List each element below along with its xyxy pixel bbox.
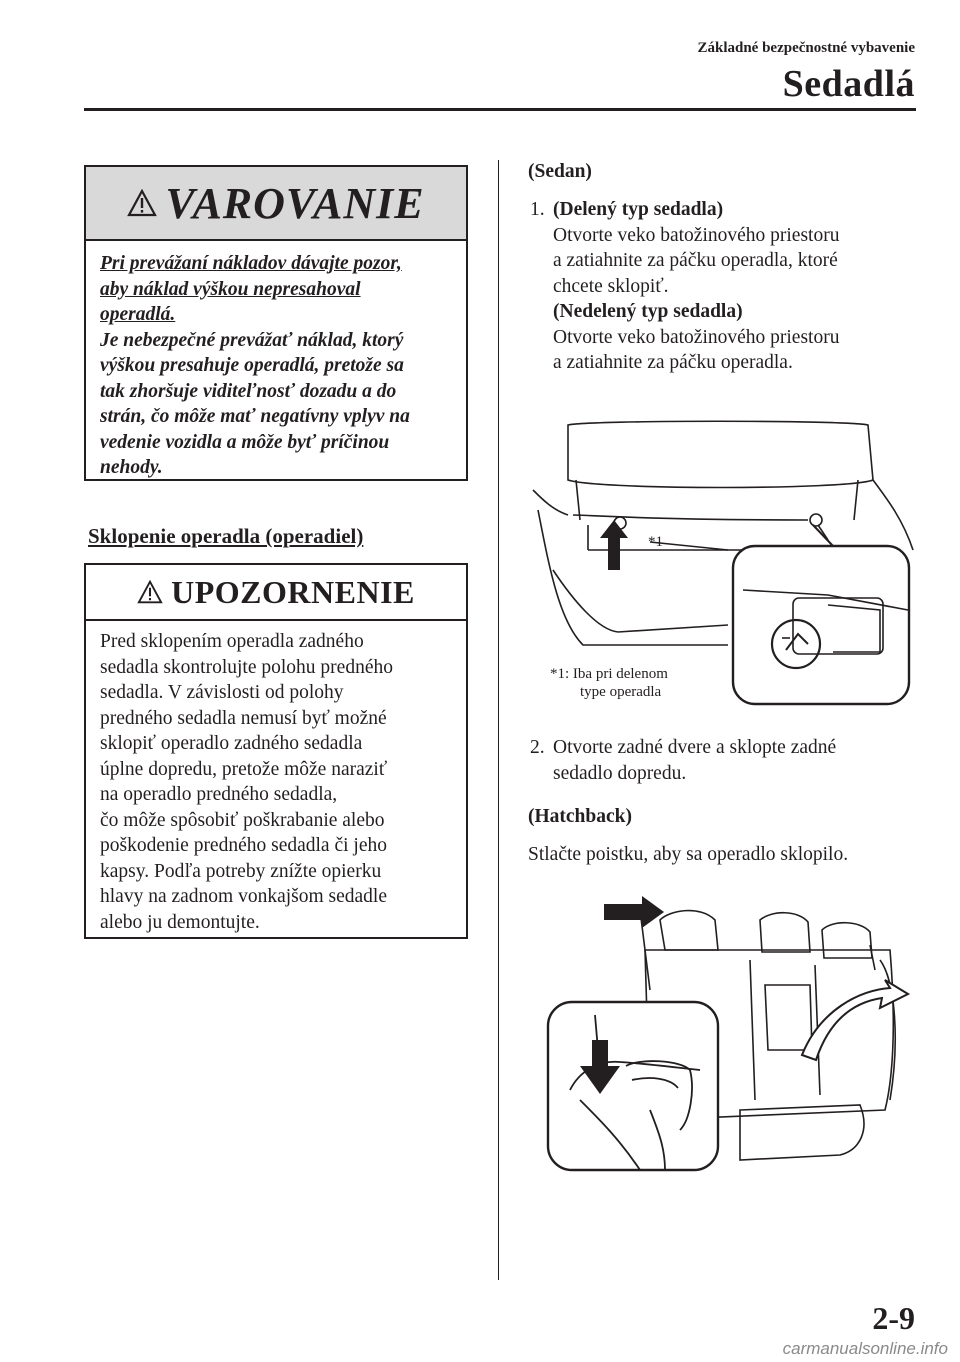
warning-text	[86, 241, 466, 481]
warning-header	[86, 167, 466, 241]
step1-line: a zatiahnite za páčku operadla.	[553, 352, 793, 373]
warning-line: operadlá.	[100, 304, 176, 325]
subheading: Sklopenie operadla (operadiel)	[88, 524, 364, 548]
chapter-title: Sedadlá	[782, 63, 915, 105]
hatchback-heading: (Hatchback)	[528, 806, 632, 827]
warning-line: nehody.	[100, 457, 163, 478]
step2-number: 2.	[530, 737, 545, 758]
caution-line: čo môže spôsobiť poškrabanie alebo	[100, 809, 385, 831]
caution-line: sedadla skontrolujte polohu predného	[100, 656, 393, 678]
caution-line: sklopiť operadlo zadného sedadla	[100, 733, 363, 754]
step1-line: Otvorte veko batožinového priestoru	[553, 224, 840, 246]
header-rule	[84, 108, 916, 111]
warning-line: Pri prevážaní nákladov dávajte pozor,	[100, 253, 402, 274]
warning-icon	[127, 189, 157, 217]
caution-line: úplne dopredu, pretože môže naraziť	[100, 758, 388, 780]
warning-title: VAROVANIE	[165, 178, 425, 228]
lock-arrow-icon	[604, 896, 664, 928]
trunk-illustration	[528, 420, 916, 716]
caution-line: poškodenie predného sedadla či jeho	[100, 835, 387, 856]
hatchback-text: Stlačte poistku, aby sa operadlo sklopilo.	[528, 844, 849, 865]
step1-line: a zatiahnite za páčku operadla, ktoré	[553, 250, 838, 271]
footer-watermark: carmanualsonline.info	[782, 1339, 948, 1358]
warning-line: výškou presahuje operadlá, pretože sa	[100, 355, 404, 376]
warning-line: vedenie vozidla a môže byť príčinou	[100, 431, 390, 453]
step1-subheading: (Delený typ sedadla)	[553, 199, 724, 220]
caution-title: UPOZORNENIE	[171, 573, 415, 610]
figure-caption-line: *1: Iba pri delenom	[550, 666, 668, 682]
step1-line: Otvorte veko batožinového priestoru	[553, 326, 840, 348]
section-title: Základné bezpečnostné vybavenie	[697, 40, 915, 56]
caution-line: na operadlo predného sedadla,	[100, 784, 338, 805]
caution-header	[86, 565, 466, 621]
page-number: 2-9	[872, 1300, 915, 1336]
seat-illustration	[540, 890, 910, 1180]
warning-line: aby náklad výškou nepresahoval	[100, 278, 361, 300]
warning-line: strán, čo môže mať negatívny vplyv na	[100, 406, 410, 427]
caution-line: predného sedadla nemusí byť možné	[100, 707, 387, 729]
callout-label: *1	[648, 534, 663, 550]
step2-line: sedadlo dopredu.	[553, 762, 687, 784]
step1-number: 1.	[530, 199, 545, 220]
warning-line: tak zhoršuje viditeľnosť dozadu a do	[100, 380, 397, 402]
column-divider	[498, 160, 499, 1280]
caution-box	[84, 563, 468, 939]
caution-line: alebo ju demontujte.	[100, 911, 260, 933]
step1-line: chcete sklopiť.	[553, 275, 669, 297]
warning-box	[84, 165, 468, 481]
sedan-heading: (Sedan)	[528, 161, 592, 182]
caution-line: hlavy na zadnom vonkajšom sedadle	[100, 886, 388, 907]
step2-line: Otvorte zadné dvere a sklopte zadné	[553, 737, 837, 758]
step1-text	[553, 197, 839, 376]
caution-line: kapsy. Podľa potreby znížte opierku	[100, 860, 382, 882]
caution-line: Pred sklopením operadla zadného	[100, 631, 364, 652]
caution-text	[86, 621, 466, 935]
step2-text	[553, 735, 836, 786]
figure-caption-line: type operadla	[580, 684, 662, 700]
warning-line: Je nebezpečné prevážať náklad, ktorý	[100, 329, 404, 351]
caution-line: sedadla. V závislosti od polohy	[100, 682, 344, 703]
step1-subheading: (Nedelený typ sedadla)	[553, 301, 743, 322]
caution-icon	[137, 580, 163, 604]
